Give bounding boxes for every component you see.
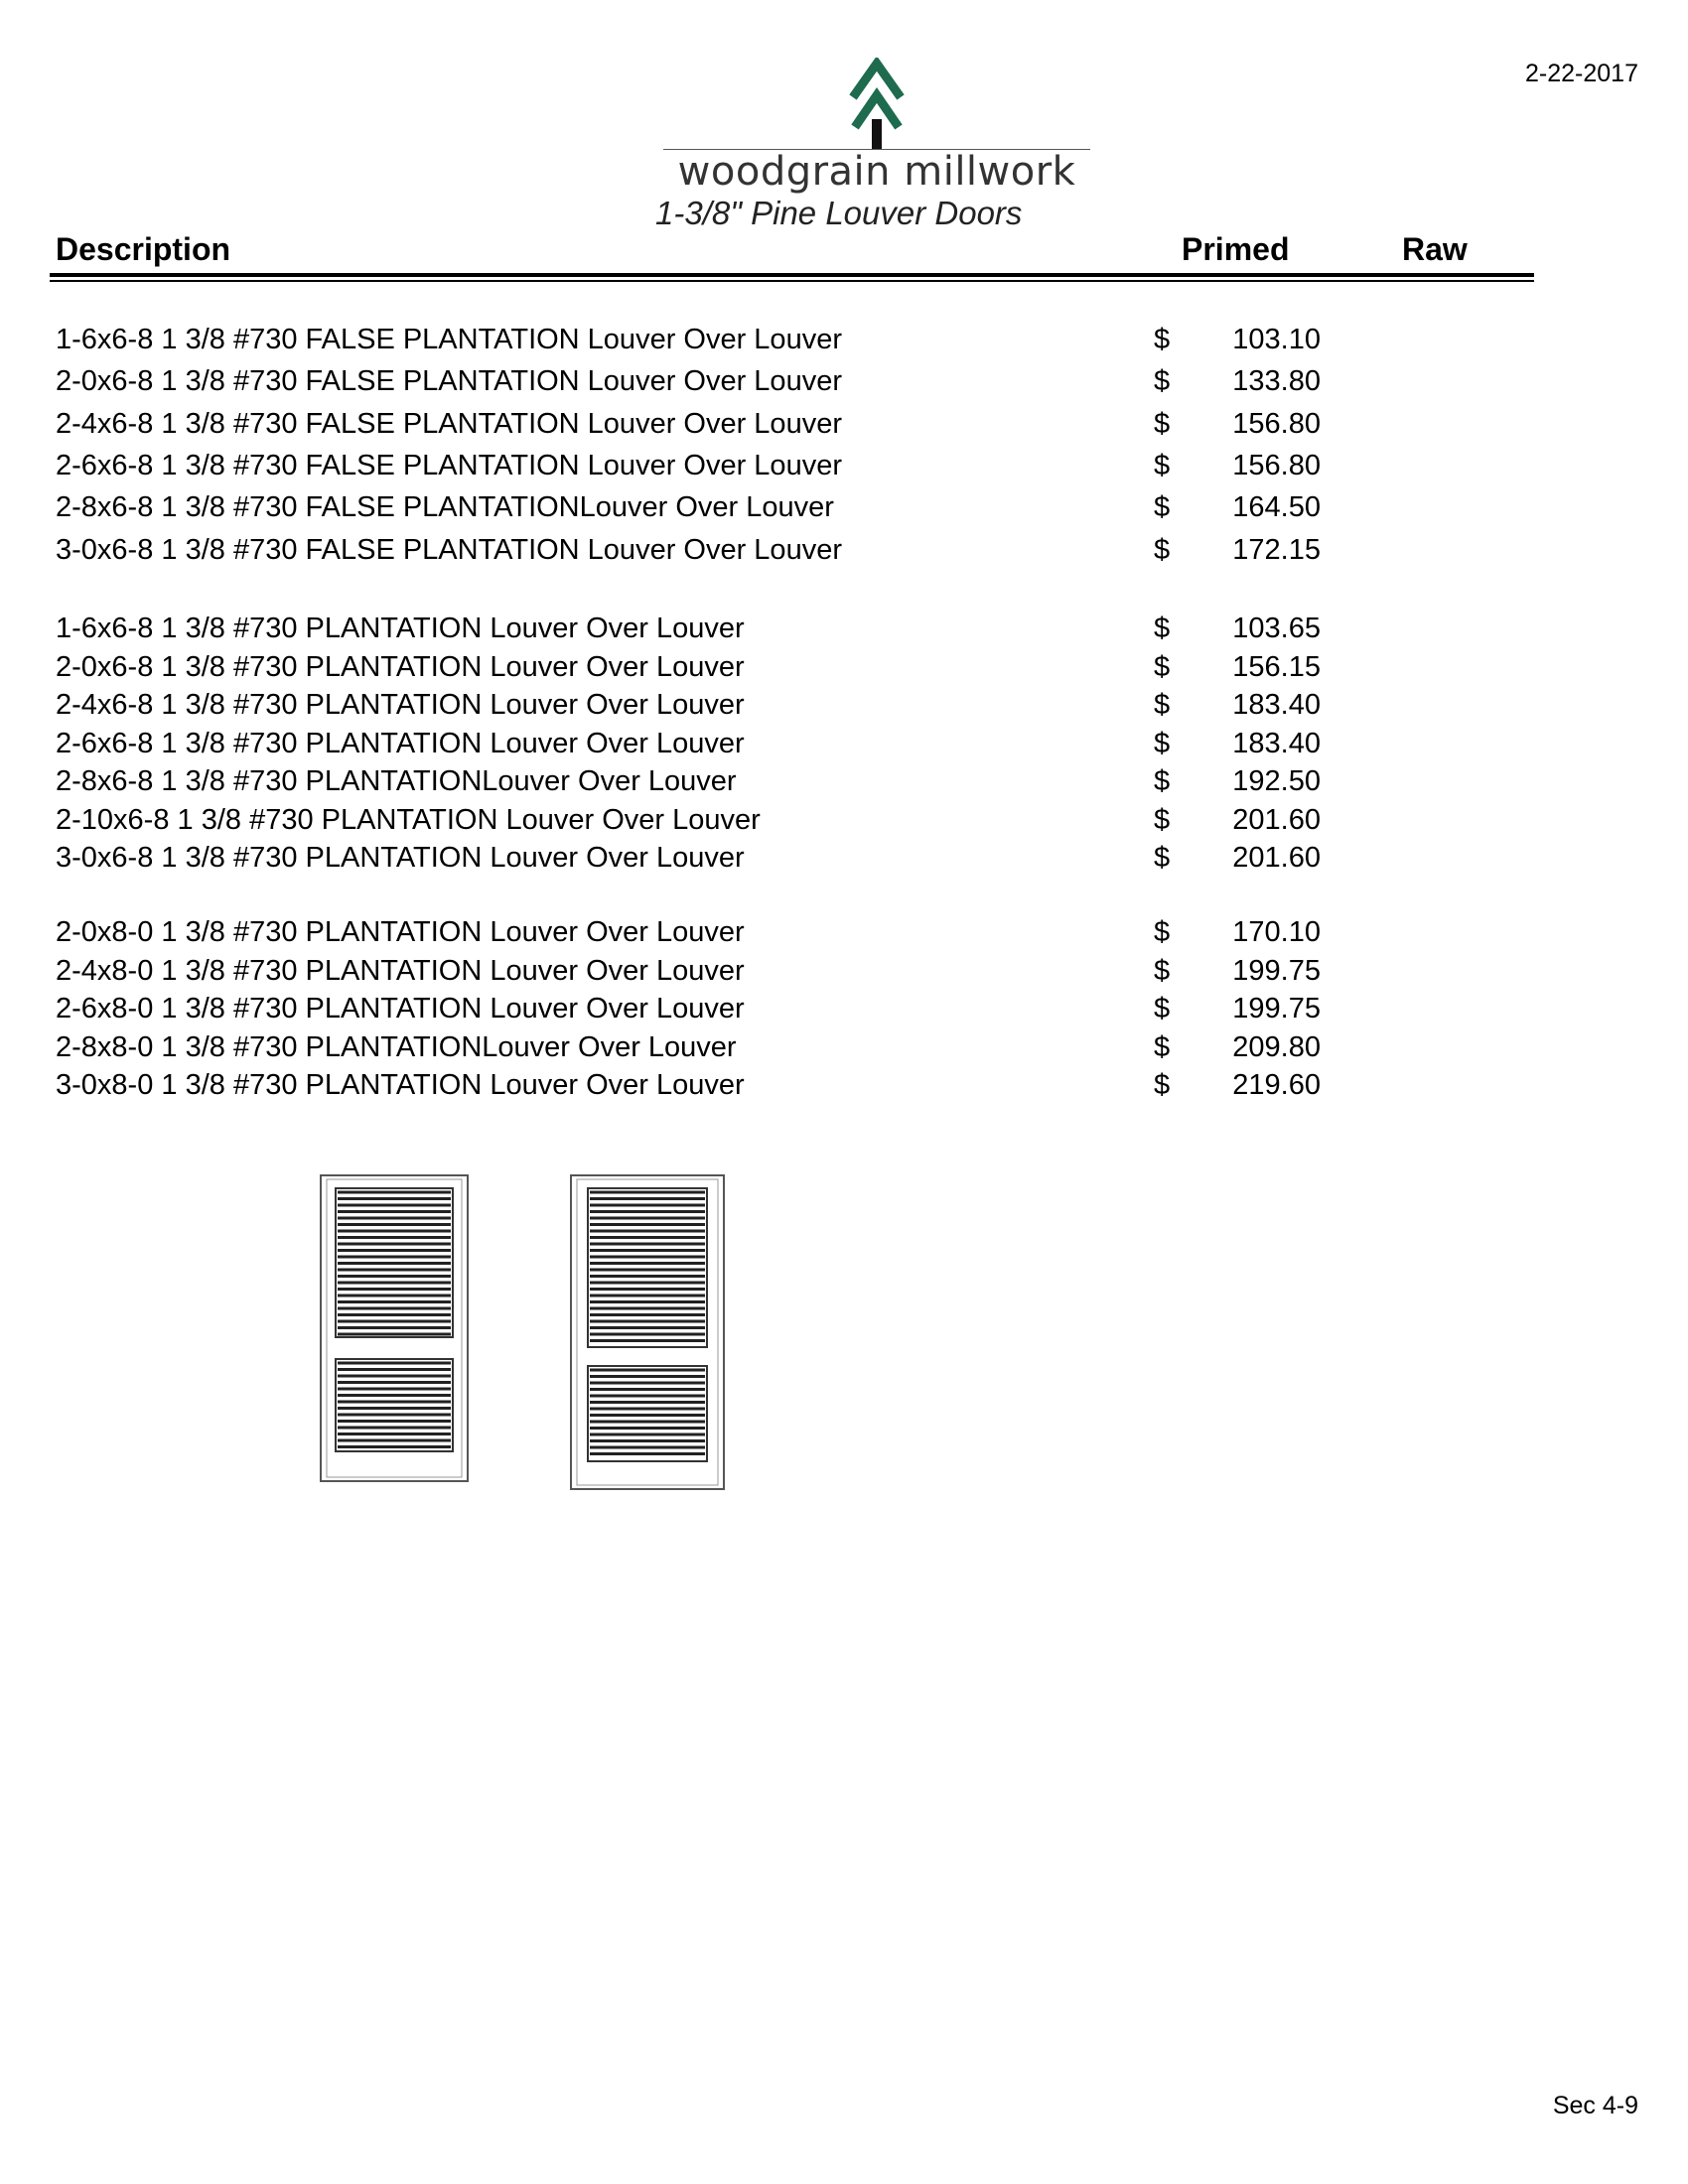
- row-description: 2-10x6-8 1 3/8 #730 PLANTATION Louver Over Louver: [56, 803, 761, 836]
- header-divider-thin: [50, 280, 1534, 282]
- table-row: [0, 534, 1688, 568]
- date: 2-22-2017: [1525, 60, 1638, 87]
- row-currency: $: [1154, 689, 1171, 721]
- row-description: 1-6x6-8 1 3/8 #730 FALSE PLANTATION Louver Over Louver: [56, 324, 842, 355]
- table-row: [0, 955, 1688, 989]
- row-currency: $: [1154, 650, 1171, 683]
- column-header-description: Description: [56, 231, 231, 267]
- row-description: 2-4x6-8 1 3/8 #730 PLANTATION Louver Over Louver: [56, 689, 745, 721]
- row-description: 2-6x8-0 1 3/8 #730 PLANTATION Louver Over Louver: [56, 993, 745, 1024]
- row-currency: $: [1154, 993, 1171, 1024]
- row-primed-price: 172.15: [1232, 533, 1321, 566]
- row-currency: $: [1154, 365, 1171, 398]
- row-primed-price: 156.80: [1232, 449, 1321, 481]
- row-description: 2-8x6-8 1 3/8 #730 PLANTATIONLouver Over Louver: [56, 765, 737, 797]
- table-row: [0, 613, 1688, 646]
- brand-name: woodgrain millwork: [677, 149, 1076, 195]
- table-row: [0, 1031, 1688, 1065]
- row-description: 2-0x6-8 1 3/8 #730 PLANTATION Louver Over Louver: [56, 650, 745, 683]
- row-primed-price: 201.60: [1232, 842, 1321, 874]
- row-description: 2-0x6-8 1 3/8 #730 FALSE PLANTATION Louver Over Louver: [56, 365, 842, 398]
- table-row: [0, 842, 1688, 876]
- row-currency: $: [1154, 916, 1171, 948]
- row-description: 3-0x8-0 1 3/8 #730 PLANTATION Louver Over Louver: [56, 1069, 745, 1101]
- company-logo: [663, 58, 1090, 195]
- table-row: [0, 324, 1688, 357]
- row-primed-price: 209.80: [1232, 1030, 1321, 1063]
- row-description: 2-0x8-0 1 3/8 #730 PLANTATION Louver Over Louver: [56, 916, 745, 948]
- row-primed-price: 103.65: [1232, 613, 1321, 644]
- row-description: 2-6x6-8 1 3/8 #730 FALSE PLANTATION Louver Over Louver: [56, 449, 842, 481]
- row-currency: $: [1154, 727, 1171, 759]
- column-header-raw: Raw: [1402, 231, 1468, 267]
- row-primed-price: 103.10: [1232, 324, 1321, 355]
- table-row: [0, 689, 1688, 723]
- louver-door-icon: [320, 1174, 469, 1482]
- page-title: 1-3/8" Pine Louver Doors: [655, 195, 1023, 231]
- table-row: [0, 804, 1688, 838]
- row-currency: $: [1154, 324, 1171, 355]
- row-primed-price: 219.60: [1232, 1069, 1321, 1101]
- table-row: [0, 651, 1688, 685]
- row-currency: $: [1154, 491, 1171, 524]
- table-row: [0, 1069, 1688, 1103]
- row-currency: $: [1154, 407, 1171, 440]
- row-currency: $: [1154, 1030, 1171, 1063]
- row-primed-price: 183.40: [1232, 689, 1321, 721]
- row-primed-price: 199.75: [1232, 993, 1321, 1024]
- row-currency: $: [1154, 1069, 1171, 1101]
- row-description: 2-8x8-0 1 3/8 #730 PLANTATIONLouver Over Louver: [56, 1030, 737, 1063]
- row-currency: $: [1154, 449, 1171, 481]
- table-row: [0, 450, 1688, 483]
- row-description: 2-8x6-8 1 3/8 #730 FALSE PLANTATIONLouver Over Louver: [56, 491, 834, 524]
- row-description: 2-4x6-8 1 3/8 #730 FALSE PLANTATION Louver Over Louver: [56, 407, 842, 440]
- table-row: [0, 728, 1688, 761]
- table-row: [0, 993, 1688, 1026]
- row-primed-price: 156.80: [1232, 407, 1321, 440]
- row-primed-price: 199.75: [1232, 954, 1321, 987]
- section-label: Sec 4-9: [1552, 2092, 1638, 2119]
- row-currency: $: [1154, 613, 1171, 644]
- row-currency: $: [1154, 803, 1171, 836]
- table-row: [0, 408, 1688, 442]
- row-description: 2-6x6-8 1 3/8 #730 PLANTATION Louver Over Louver: [56, 727, 745, 759]
- row-primed-price: 201.60: [1232, 803, 1321, 836]
- row-description: 3-0x6-8 1 3/8 #730 PLANTATION Louver Over Louver: [56, 842, 745, 874]
- louver-door-icon: [570, 1174, 725, 1490]
- table-row: [0, 765, 1688, 799]
- table-row: [0, 916, 1688, 950]
- row-primed-price: 192.50: [1232, 765, 1321, 797]
- row-primed-price: 170.10: [1232, 916, 1321, 948]
- row-currency: $: [1154, 533, 1171, 566]
- row-currency: $: [1154, 954, 1171, 987]
- row-primed-price: 164.50: [1232, 491, 1321, 524]
- column-header-primed: Primed: [1182, 231, 1290, 267]
- row-primed-price: 133.80: [1232, 365, 1321, 398]
- tree-logo-icon: [847, 58, 907, 152]
- row-description: 2-4x8-0 1 3/8 #730 PLANTATION Louver Over Louver: [56, 954, 745, 987]
- row-description: 3-0x6-8 1 3/8 #730 FALSE PLANTATION Louver Over Louver: [56, 533, 842, 566]
- table-row: [0, 365, 1688, 399]
- row-primed-price: 156.15: [1232, 650, 1321, 683]
- table-row: [0, 491, 1688, 525]
- header-divider: [50, 273, 1534, 277]
- row-primed-price: 183.40: [1232, 727, 1321, 759]
- row-description: 1-6x6-8 1 3/8 #730 PLANTATION Louver Over Louver: [56, 613, 745, 644]
- row-currency: $: [1154, 842, 1171, 874]
- row-currency: $: [1154, 765, 1171, 797]
